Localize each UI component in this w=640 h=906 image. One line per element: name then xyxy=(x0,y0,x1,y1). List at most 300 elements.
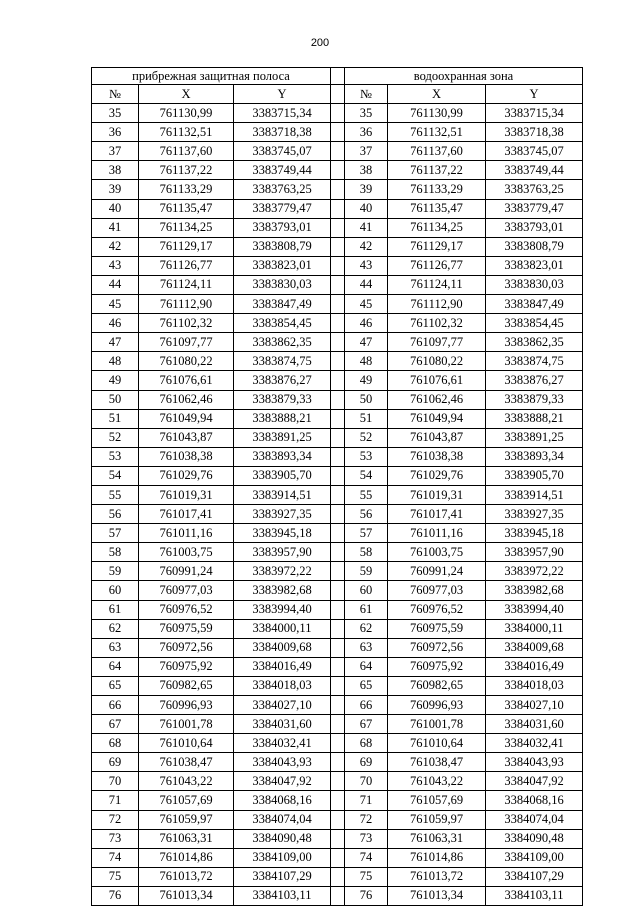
right-x-cell: 761019,31 xyxy=(388,485,486,504)
right-number-cell: 54 xyxy=(345,466,388,485)
right-y-cell: 3384032,41 xyxy=(486,734,583,753)
left-x-cell: 761124,11 xyxy=(139,275,234,294)
table-row xyxy=(92,581,583,600)
column-gap xyxy=(331,447,345,466)
left-y-cell: 3383891,25 xyxy=(234,428,331,447)
right-y-cell: 3383862,35 xyxy=(486,333,583,352)
left-x-cell: 760976,52 xyxy=(139,600,234,619)
right-y-cell: 3383718,38 xyxy=(486,123,583,142)
right-number-cell: 44 xyxy=(345,275,388,294)
left-x-cell: 761038,38 xyxy=(139,447,234,466)
table-row xyxy=(92,791,583,810)
right-y-cell: 3384109,00 xyxy=(486,848,583,867)
right-number-cell: 48 xyxy=(345,352,388,371)
left-number-cell: 38 xyxy=(92,161,139,180)
column-gap xyxy=(331,390,345,409)
right-number-cell: 71 xyxy=(345,791,388,810)
right-y-cell: 3383745,07 xyxy=(486,142,583,161)
right-y-cell: 3383994,40 xyxy=(486,600,583,619)
right-y-cell: 3383972,22 xyxy=(486,562,583,581)
left-x-cell: 761049,94 xyxy=(139,409,234,428)
table-row xyxy=(92,562,583,581)
column-gap xyxy=(331,505,345,524)
right-x-cell: 761126,77 xyxy=(388,256,486,275)
column-gap xyxy=(331,696,345,715)
right-y-cell: 3383945,18 xyxy=(486,524,583,543)
table-row xyxy=(92,715,583,734)
right-number-cell: 37 xyxy=(345,142,388,161)
table-row xyxy=(92,371,583,390)
column-gap xyxy=(331,428,345,447)
column-gap xyxy=(331,886,345,905)
column-gap xyxy=(331,772,345,791)
right-x-cell: 760977,03 xyxy=(388,581,486,600)
right-x-cell: 761057,69 xyxy=(388,791,486,810)
left-y-cell: 3383972,22 xyxy=(234,562,331,581)
column-gap xyxy=(331,676,345,695)
left-y-cell: 3383876,27 xyxy=(234,371,331,390)
table-row xyxy=(92,237,583,256)
left-number-cell: 43 xyxy=(92,256,139,275)
right-number-cell: 70 xyxy=(345,772,388,791)
right-x-cell: 761132,51 xyxy=(388,123,486,142)
left-y-cell: 3383808,79 xyxy=(234,237,331,256)
left-x-cell: 761135,47 xyxy=(139,199,234,218)
column-gap xyxy=(331,371,345,390)
left-number-cell: 46 xyxy=(92,314,139,333)
column-gap xyxy=(331,314,345,333)
left-x-cell: 761029,76 xyxy=(139,466,234,485)
left-x-cell: 761043,87 xyxy=(139,428,234,447)
right-y-cell: 3383847,49 xyxy=(486,295,583,314)
right-number-cell: 45 xyxy=(345,295,388,314)
column-gap xyxy=(331,657,345,676)
table-row xyxy=(92,409,583,428)
left-y-cell: 3383749,44 xyxy=(234,161,331,180)
column-gap xyxy=(331,104,345,123)
left-number-cell: 42 xyxy=(92,237,139,256)
left-y-cell: 3384027,10 xyxy=(234,696,331,715)
table-row xyxy=(92,734,583,753)
right-number-cell: 73 xyxy=(345,829,388,848)
left-y-cell: 3383957,90 xyxy=(234,543,331,562)
table-row xyxy=(92,352,583,371)
right-y-cell: 3383854,45 xyxy=(486,314,583,333)
left-y-cell: 3383914,51 xyxy=(234,485,331,504)
left-y-cell: 3384016,49 xyxy=(234,657,331,676)
left-x-cell: 761043,22 xyxy=(139,772,234,791)
left-x-cell: 761013,34 xyxy=(139,886,234,905)
right-y-cell: 3383888,21 xyxy=(486,409,583,428)
right-x-cell: 760975,92 xyxy=(388,657,486,676)
left-x-cell: 761080,22 xyxy=(139,352,234,371)
right-number-cell: 49 xyxy=(345,371,388,390)
left-x-cell: 761014,86 xyxy=(139,848,234,867)
right-number-cell: 53 xyxy=(345,447,388,466)
column-gap xyxy=(331,791,345,810)
left-y-cell: 3383893,34 xyxy=(234,447,331,466)
right-number-cell: 72 xyxy=(345,810,388,829)
column-gap xyxy=(331,638,345,657)
right-x-cell: 761014,86 xyxy=(388,848,486,867)
left-number-cell: 49 xyxy=(92,371,139,390)
left-x-cell: 760991,24 xyxy=(139,562,234,581)
left-x-cell: 761134,25 xyxy=(139,218,234,237)
left-number-cell: 36 xyxy=(92,123,139,142)
right-number-cell: 43 xyxy=(345,256,388,275)
left-y-cell: 3383927,35 xyxy=(234,505,331,524)
left-y-cell: 3383982,68 xyxy=(234,581,331,600)
right-y-cell: 3384090,48 xyxy=(486,829,583,848)
right-x-cell: 760982,65 xyxy=(388,676,486,695)
right-y-cell: 3383749,44 xyxy=(486,161,583,180)
right-x-cell: 761129,17 xyxy=(388,237,486,256)
right-y-cell: 3383905,70 xyxy=(486,466,583,485)
column-gap xyxy=(331,180,345,199)
table-row xyxy=(92,810,583,829)
right-number-cell: 47 xyxy=(345,333,388,352)
right-y-cell: 3383927,35 xyxy=(486,505,583,524)
table-row xyxy=(92,638,583,657)
table-row xyxy=(92,485,583,504)
column-gap xyxy=(331,562,345,581)
right-number-cell: 69 xyxy=(345,753,388,772)
left-number-cell: 51 xyxy=(92,409,139,428)
right-x-cell: 760991,24 xyxy=(388,562,486,581)
left-number-cell: 35 xyxy=(92,104,139,123)
left-number-cell: 45 xyxy=(92,295,139,314)
left-number-cell: 54 xyxy=(92,466,139,485)
coordinates-table xyxy=(91,67,583,906)
right-x-cell: 761135,47 xyxy=(388,199,486,218)
right-x-cell: 761112,90 xyxy=(388,295,486,314)
right-x-cell: 761013,72 xyxy=(388,867,486,886)
left-x-cell: 761129,17 xyxy=(139,237,234,256)
left-number-cell: 57 xyxy=(92,524,139,543)
left-x-cell: 761019,31 xyxy=(139,485,234,504)
left-x-cell: 761062,46 xyxy=(139,390,234,409)
left-number-cell: 71 xyxy=(92,791,139,810)
right-number-cell: 74 xyxy=(345,848,388,867)
column-gap xyxy=(331,352,345,371)
table-row xyxy=(92,390,583,409)
left-y-cell: 3384043,93 xyxy=(234,753,331,772)
left-y-cell: 3383793,01 xyxy=(234,218,331,237)
table-row xyxy=(92,123,583,142)
right-number-cell: 42 xyxy=(345,237,388,256)
coordinates-body xyxy=(92,104,583,906)
column-gap xyxy=(331,524,345,543)
right-number-cell: 51 xyxy=(345,409,388,428)
right-y-cell: 3383982,68 xyxy=(486,581,583,600)
left-x-cell: 761097,77 xyxy=(139,333,234,352)
left-x-cell: 761010,64 xyxy=(139,734,234,753)
table-row xyxy=(92,428,583,447)
right-x-cell: 761043,22 xyxy=(388,772,486,791)
right-y-cell: 3384103,11 xyxy=(486,886,583,905)
right-x-cell: 761017,41 xyxy=(388,505,486,524)
right-x-cell: 761097,77 xyxy=(388,333,486,352)
right-number-cell: 62 xyxy=(345,619,388,638)
table-row xyxy=(92,848,583,867)
right-y-cell: 3383779,47 xyxy=(486,199,583,218)
left-y-cell: 3383905,70 xyxy=(234,466,331,485)
right-y-cell: 3383879,33 xyxy=(486,390,583,409)
right-number-cell: 52 xyxy=(345,428,388,447)
left-x-cell: 761011,16 xyxy=(139,524,234,543)
table-row xyxy=(92,600,583,619)
table-row xyxy=(92,275,583,294)
column-gap xyxy=(331,409,345,428)
right-y-header: Y xyxy=(486,85,583,104)
left-x-cell: 760996,93 xyxy=(139,696,234,715)
left-x-cell: 761059,97 xyxy=(139,810,234,829)
column-gap xyxy=(331,218,345,237)
right-number-cell: 66 xyxy=(345,696,388,715)
left-x-cell: 761102,32 xyxy=(139,314,234,333)
left-x-cell: 761038,47 xyxy=(139,753,234,772)
left-x-cell: 761017,41 xyxy=(139,505,234,524)
left-number-cell: 39 xyxy=(92,180,139,199)
left-number-cell: 44 xyxy=(92,275,139,294)
right-x-cell: 761043,87 xyxy=(388,428,486,447)
table-row xyxy=(92,619,583,638)
table-row xyxy=(92,772,583,791)
right-number-cell: 39 xyxy=(345,180,388,199)
right-number-cell: 63 xyxy=(345,638,388,657)
right-x-cell: 760996,93 xyxy=(388,696,486,715)
right-y-cell: 3384009,68 xyxy=(486,638,583,657)
column-gap xyxy=(331,829,345,848)
left-x-cell: 760982,65 xyxy=(139,676,234,695)
table-row xyxy=(92,657,583,676)
left-y-cell: 3383763,25 xyxy=(234,180,331,199)
left-y-cell: 3383874,75 xyxy=(234,352,331,371)
column-gap xyxy=(331,275,345,294)
left-x-cell: 761112,90 xyxy=(139,295,234,314)
table-row xyxy=(92,447,583,466)
left-y-cell: 3383718,38 xyxy=(234,123,331,142)
left-number-cell: 68 xyxy=(92,734,139,753)
right-number-cell: 60 xyxy=(345,581,388,600)
left-y-cell: 3384018,03 xyxy=(234,676,331,695)
right-x-cell: 761049,94 xyxy=(388,409,486,428)
left-section-header: прибрежная защитная полоса xyxy=(92,68,331,85)
right-y-cell: 3384074,04 xyxy=(486,810,583,829)
left-y-cell: 3383847,49 xyxy=(234,295,331,314)
table-row xyxy=(92,180,583,199)
table-row xyxy=(92,161,583,180)
left-number-cell: 61 xyxy=(92,600,139,619)
left-y-cell: 3384107,29 xyxy=(234,867,331,886)
right-x-cell: 761137,60 xyxy=(388,142,486,161)
left-x-cell: 761057,69 xyxy=(139,791,234,810)
right-x-cell: 761038,47 xyxy=(388,753,486,772)
right-x-cell: 761080,22 xyxy=(388,352,486,371)
left-y-cell: 3383715,34 xyxy=(234,104,331,123)
column-gap xyxy=(331,810,345,829)
right-x-cell: 761038,38 xyxy=(388,447,486,466)
left-x-cell: 761133,29 xyxy=(139,180,234,199)
right-x-cell: 760975,59 xyxy=(388,619,486,638)
left-number-cell: 74 xyxy=(92,848,139,867)
left-x-header: X xyxy=(139,85,234,104)
right-x-cell: 760976,52 xyxy=(388,600,486,619)
column-gap xyxy=(331,199,345,218)
table-row xyxy=(92,829,583,848)
column-gap xyxy=(331,543,345,562)
table-row xyxy=(92,295,583,314)
right-number-cell: 64 xyxy=(345,657,388,676)
table-row xyxy=(92,333,583,352)
left-number-cell: 41 xyxy=(92,218,139,237)
right-y-cell: 3383891,25 xyxy=(486,428,583,447)
right-y-cell: 3384018,03 xyxy=(486,676,583,695)
right-number-header: № xyxy=(345,85,388,104)
right-x-cell: 761124,11 xyxy=(388,275,486,294)
right-number-cell: 68 xyxy=(345,734,388,753)
right-y-cell: 3384043,93 xyxy=(486,753,583,772)
right-number-cell: 38 xyxy=(345,161,388,180)
table-row xyxy=(92,104,583,123)
column-gap xyxy=(331,867,345,886)
right-y-cell: 3383823,01 xyxy=(486,256,583,275)
right-x-cell: 761011,16 xyxy=(388,524,486,543)
left-y-cell: 3383888,21 xyxy=(234,409,331,428)
table-row xyxy=(92,543,583,562)
table-row xyxy=(92,524,583,543)
table-row xyxy=(92,256,583,275)
left-number-cell: 48 xyxy=(92,352,139,371)
column-gap xyxy=(331,466,345,485)
left-x-cell: 761063,31 xyxy=(139,829,234,848)
left-number-cell: 53 xyxy=(92,447,139,466)
right-y-cell: 3384107,29 xyxy=(486,867,583,886)
table-row xyxy=(92,753,583,772)
right-y-cell: 3384031,60 xyxy=(486,715,583,734)
left-y-cell: 3384109,00 xyxy=(234,848,331,867)
right-x-cell: 761010,64 xyxy=(388,734,486,753)
left-y-cell: 3383823,01 xyxy=(234,256,331,275)
left-y-cell: 3383862,35 xyxy=(234,333,331,352)
right-number-cell: 56 xyxy=(345,505,388,524)
right-y-cell: 3383957,90 xyxy=(486,543,583,562)
right-x-cell: 761062,46 xyxy=(388,390,486,409)
left-y-cell: 3384000,11 xyxy=(234,619,331,638)
right-x-header: X xyxy=(388,85,486,104)
column-gap xyxy=(331,581,345,600)
right-number-cell: 67 xyxy=(345,715,388,734)
left-number-cell: 59 xyxy=(92,562,139,581)
column-gap xyxy=(331,485,345,504)
column-gap xyxy=(331,715,345,734)
right-y-cell: 3384016,49 xyxy=(486,657,583,676)
left-number-cell: 50 xyxy=(92,390,139,409)
left-y-cell: 3384074,04 xyxy=(234,810,331,829)
column-gap xyxy=(331,295,345,314)
right-y-cell: 3383914,51 xyxy=(486,485,583,504)
left-number-cell: 66 xyxy=(92,696,139,715)
left-y-cell: 3384090,48 xyxy=(234,829,331,848)
left-y-cell: 3384032,41 xyxy=(234,734,331,753)
right-number-cell: 65 xyxy=(345,676,388,695)
right-x-cell: 761133,29 xyxy=(388,180,486,199)
right-section-header: водоохранная зона xyxy=(345,68,583,85)
left-x-cell: 761076,61 xyxy=(139,371,234,390)
left-number-cell: 76 xyxy=(92,886,139,905)
right-y-cell: 3383874,75 xyxy=(486,352,583,371)
right-y-cell: 3384047,92 xyxy=(486,772,583,791)
left-y-cell: 3384103,11 xyxy=(234,886,331,905)
right-y-cell: 3383876,27 xyxy=(486,371,583,390)
left-x-cell: 761001,78 xyxy=(139,715,234,734)
left-y-cell: 3383945,18 xyxy=(234,524,331,543)
right-x-cell: 761130,99 xyxy=(388,104,486,123)
left-number-cell: 62 xyxy=(92,619,139,638)
left-number-cell: 64 xyxy=(92,657,139,676)
left-y-cell: 3384031,60 xyxy=(234,715,331,734)
left-number-cell: 69 xyxy=(92,753,139,772)
table-row xyxy=(92,696,583,715)
right-number-cell: 58 xyxy=(345,543,388,562)
left-x-cell: 760972,56 xyxy=(139,638,234,657)
left-y-cell: 3383994,40 xyxy=(234,600,331,619)
column-gap xyxy=(331,123,345,142)
left-number-cell: 58 xyxy=(92,543,139,562)
left-number-cell: 37 xyxy=(92,142,139,161)
left-y-cell: 3384068,16 xyxy=(234,791,331,810)
table-row xyxy=(92,886,583,905)
right-x-cell: 761059,97 xyxy=(388,810,486,829)
right-number-cell: 46 xyxy=(345,314,388,333)
left-y-cell: 3383745,07 xyxy=(234,142,331,161)
table-row xyxy=(92,466,583,485)
left-x-cell: 761126,77 xyxy=(139,256,234,275)
table-row xyxy=(92,867,583,886)
column-gap xyxy=(331,333,345,352)
right-number-cell: 35 xyxy=(345,104,388,123)
right-x-cell: 761076,61 xyxy=(388,371,486,390)
left-y-cell: 3384009,68 xyxy=(234,638,331,657)
right-number-cell: 40 xyxy=(345,199,388,218)
left-x-cell: 760975,92 xyxy=(139,657,234,676)
right-x-cell: 761003,75 xyxy=(388,543,486,562)
right-y-cell: 3384000,11 xyxy=(486,619,583,638)
right-number-cell: 50 xyxy=(345,390,388,409)
table-row xyxy=(92,199,583,218)
left-number-cell: 70 xyxy=(92,772,139,791)
right-number-cell: 76 xyxy=(345,886,388,905)
right-y-cell: 3383808,79 xyxy=(486,237,583,256)
left-number-cell: 67 xyxy=(92,715,139,734)
right-y-cell: 3383793,01 xyxy=(486,218,583,237)
left-x-cell: 761137,22 xyxy=(139,161,234,180)
right-y-cell: 3383763,25 xyxy=(486,180,583,199)
left-x-cell: 761132,51 xyxy=(139,123,234,142)
left-y-cell: 3383779,47 xyxy=(234,199,331,218)
column-gap xyxy=(331,619,345,638)
left-x-cell: 760975,59 xyxy=(139,619,234,638)
right-number-cell: 41 xyxy=(345,218,388,237)
right-x-cell: 761063,31 xyxy=(388,829,486,848)
table-row xyxy=(92,314,583,333)
left-x-cell: 761137,60 xyxy=(139,142,234,161)
right-y-cell: 3384027,10 xyxy=(486,696,583,715)
right-x-cell: 761001,78 xyxy=(388,715,486,734)
left-number-cell: 72 xyxy=(92,810,139,829)
column-gap xyxy=(331,161,345,180)
table-row xyxy=(92,505,583,524)
